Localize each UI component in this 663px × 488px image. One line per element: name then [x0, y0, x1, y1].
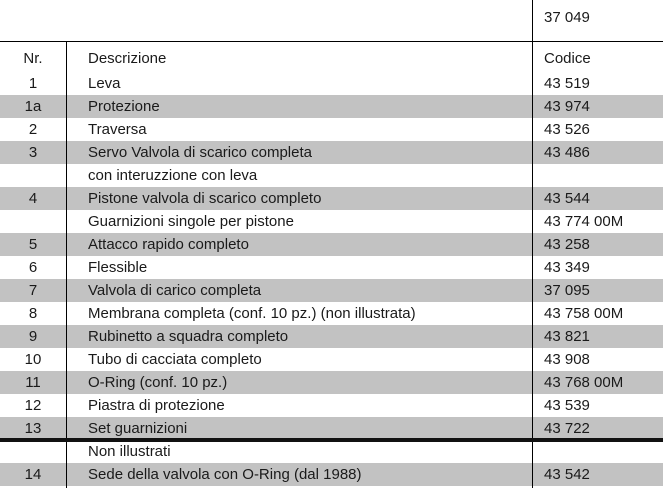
- row-number: 10: [24, 351, 42, 368]
- row-description: Piastra di protezione: [88, 397, 225, 414]
- section-separator: [0, 438, 663, 442]
- row-description: con interuzzione con leva: [88, 167, 258, 184]
- row-description: Non illustrati: [88, 443, 171, 460]
- table-row: [0, 141, 663, 164]
- table-row: [0, 417, 663, 440]
- table-row: [0, 279, 663, 302]
- column-header-code: Codice: [544, 50, 591, 67]
- table-row: [0, 118, 663, 141]
- row-code: 43 542: [544, 466, 590, 483]
- column-header-nr: Nr.: [23, 50, 43, 67]
- row-number: 4: [28, 190, 38, 207]
- row-code: 43 821: [544, 328, 590, 345]
- row-code: 43 258: [544, 236, 590, 253]
- row-code: 43 722: [544, 420, 590, 437]
- table-row: [0, 233, 663, 256]
- row-number: 14: [24, 466, 42, 483]
- row-code: 37 095: [544, 282, 590, 299]
- row-code: 43 908: [544, 351, 590, 368]
- row-code: 43 349: [544, 259, 590, 276]
- row-description: Tubo di cacciata completo: [88, 351, 262, 368]
- row-description: Guarnizioni singole per pistone: [88, 213, 294, 230]
- row-code: 43 526: [544, 121, 590, 138]
- row-description: Valvola di carico completa: [88, 282, 262, 299]
- table-row: [0, 164, 663, 187]
- row-number: 6: [28, 259, 38, 276]
- row-number: 13: [24, 420, 42, 437]
- table-row: [0, 302, 663, 325]
- column-header-description: Descrizione: [88, 50, 167, 67]
- code-column-divider: [532, 0, 533, 488]
- row-description: Protezione: [88, 98, 160, 115]
- row-description: Rubinetto a squadra completo: [88, 328, 289, 345]
- row-description: Servo Valvola di scarico completa: [88, 144, 312, 161]
- row-number: 2: [28, 121, 38, 138]
- table-row: [0, 348, 663, 371]
- table-row: [0, 210, 663, 233]
- row-description: Flessible: [88, 259, 148, 276]
- row-description: O-Ring (conf. 10 pz.): [88, 374, 228, 391]
- row-number: 8: [28, 305, 38, 322]
- row-number: 1a: [24, 98, 42, 115]
- row-code: 43 758 00M: [544, 305, 624, 322]
- column-header-row: [0, 42, 663, 72]
- row-description: Membrana completa (conf. 10 pz.) (non illustrata): [88, 305, 416, 322]
- row-number: 3: [28, 144, 38, 161]
- row-code: 43 974: [544, 98, 590, 115]
- table-row: [0, 463, 663, 486]
- parts-table-body: [0, 72, 663, 486]
- table-row: [0, 325, 663, 348]
- row-number: 11: [25, 374, 41, 391]
- table-row: [0, 256, 663, 279]
- row-number: 7: [28, 282, 38, 299]
- row-code: 43 768 00M: [544, 374, 624, 391]
- row-code: 43 486: [544, 144, 590, 161]
- row-description: Traversa: [88, 121, 147, 138]
- row-description: Attacco rapido completo: [88, 236, 249, 253]
- row-description: Sede della valvola con O-Ring (dal 1988): [88, 466, 362, 483]
- row-code: 43 539: [544, 397, 590, 414]
- table-row: [0, 72, 663, 95]
- row-number: 5: [28, 236, 38, 253]
- table-row: [0, 371, 663, 394]
- top-header: [0, 0, 663, 41]
- row-description: Leva: [88, 75, 121, 92]
- row-number: 1: [28, 75, 38, 92]
- table-row: [0, 187, 663, 210]
- row-description: Pistone valvola di scarico completo: [88, 190, 322, 207]
- row-code: 43 774 00M: [544, 213, 624, 230]
- row-code: 43 544: [544, 190, 590, 207]
- table-row: [0, 95, 663, 118]
- top-code: 37 049: [544, 9, 590, 26]
- row-description: Set guarnizioni: [88, 420, 188, 437]
- row-number: 12: [24, 397, 42, 414]
- nr-column-divider: [66, 42, 67, 488]
- row-number: 9: [28, 328, 38, 345]
- table-row: [0, 394, 663, 417]
- row-code: 43 519: [544, 75, 590, 92]
- table-row: [0, 440, 663, 463]
